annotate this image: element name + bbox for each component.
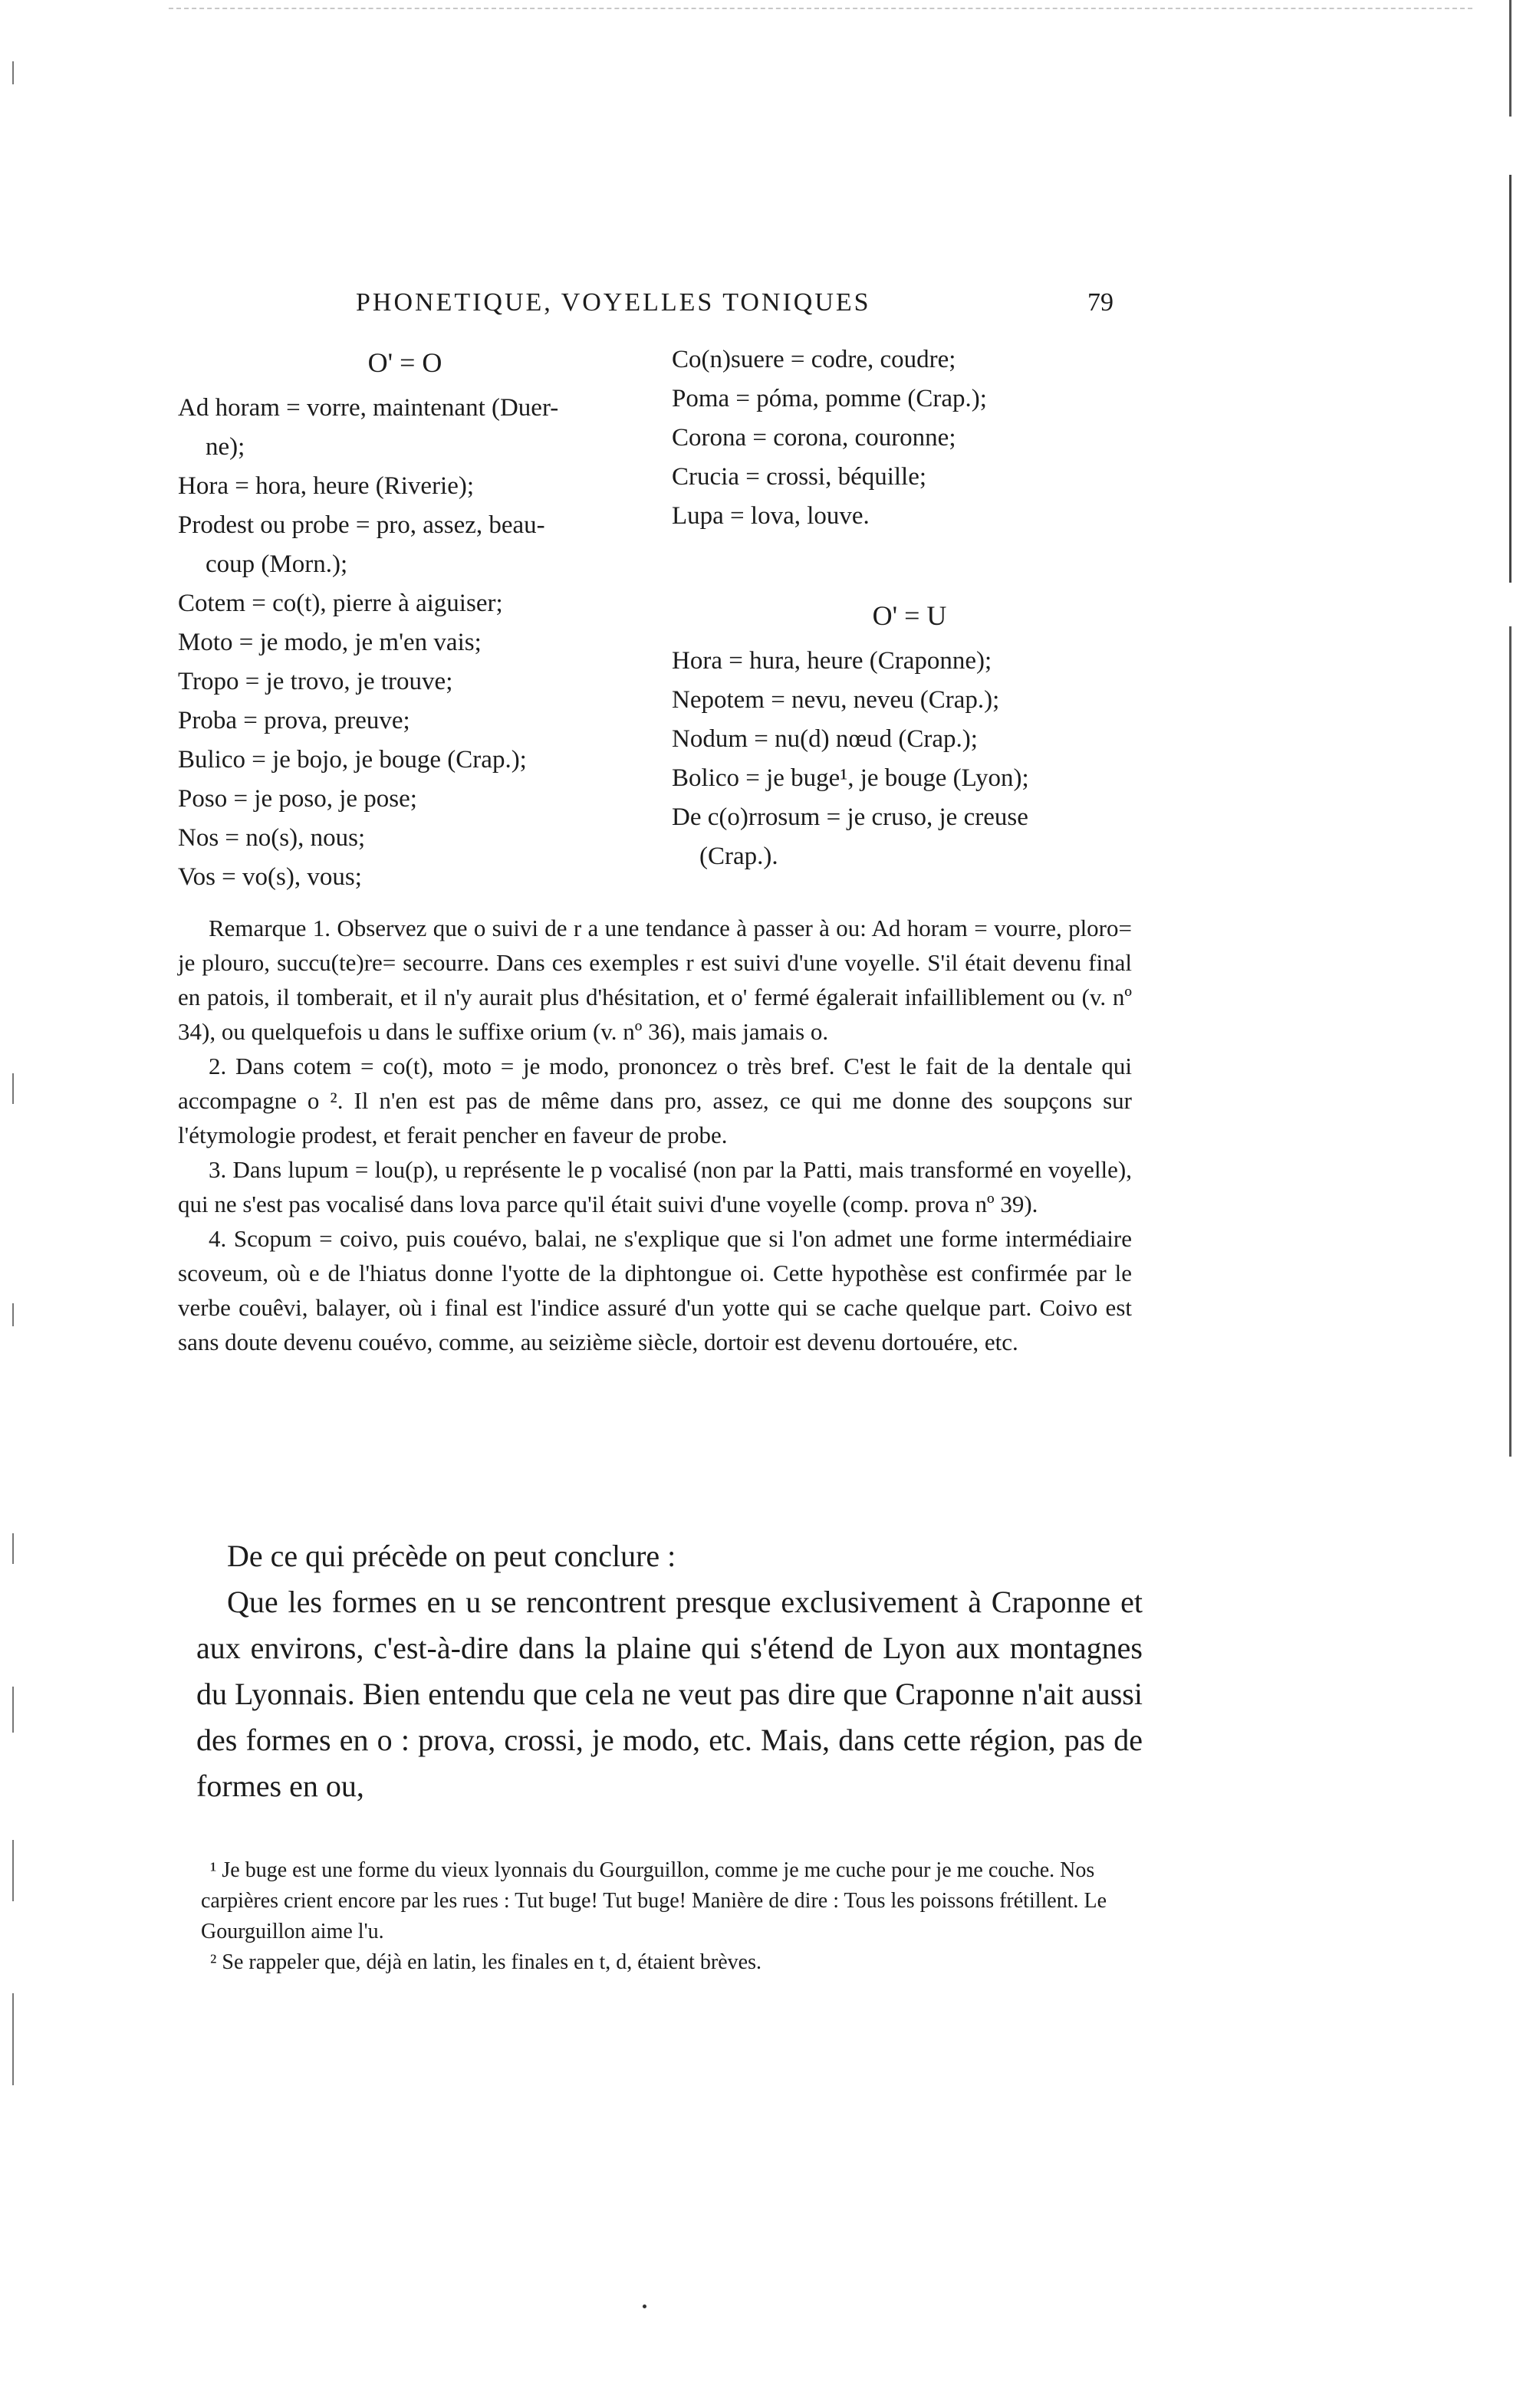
- section-heading-o-u: O' = U: [872, 600, 947, 631]
- remarks-section: [178, 911, 1132, 1359]
- entry-continuation: ne);: [206, 433, 245, 461]
- entry: Proba = prova, preuve;: [178, 707, 410, 734]
- entry: Nodum = nu(d) nœud (Crap.);: [672, 725, 978, 753]
- scan-edge-top: [169, 8, 1472, 9]
- entry: De c(o)rrosum = je cruso, je creuse: [672, 803, 1028, 831]
- footnote-2: ² Se rappeler que, déjà en latin, les finales en t, d, étaient brèves.: [210, 1950, 762, 1974]
- right-column-lower: [672, 596, 1147, 876]
- section-heading-o-o: O' = O: [367, 347, 442, 378]
- remark-paragraph: 4. Scopum = coivo, puis couévo, balai, ne s'explique que si l'on admet une forme intermédiaire scoveum, où e de l'hiatus donne l'yotte de la diphtongue oi. Cette hypothèse est confirmée par le verbe couêvi, balayer, où i final est l'indice assuré d'un yotte qui se cache quelque part. Coivo est sans doute devenu couévo, comme, au seizième siècle, dortoir est devenu dortouére, etc.: [178, 1225, 1132, 1355]
- ink-speck: [643, 2305, 646, 2308]
- entry: Cotem = co(t), pierre à aiguiser;: [178, 590, 503, 617]
- entry: Moto = je modo, je m'en vais;: [178, 629, 482, 656]
- conclusion-paragraph: Que les formes en u se rencontrent presque exclusivement à Craponne et aux environs, c'est-à-dire dans la plaine qui s'étend de Lyon aux montagnes du Lyonnais. Bien entendu que cela ne veut pas dire que Craponne n'ait aussi des formes en o : prova, crossi, je modo, etc. Mais, dans cette région, pas de formes en ou,: [196, 1585, 1143, 1803]
- remark-paragraph: Remarque 1. Observez que o suivi de r a une tendance à passer à ou: Ad horam = vourre, ploro= je plouro, succu(te)re= secourre. Dans ces exemples r est suivi d'une voyelle. S'il était devenu final en patois, il tomberait, et il n'y aurait plus d'hésitation, et o' fermé égalerait infailliblement ou (v. nº 34), ou quelquefois u dans le suffixe orium (v. nº 36), mais jamais o.: [178, 915, 1132, 1045]
- scan-edge-left: [12, 1303, 14, 1326]
- footnote-1: ¹ Je buge est une forme du vieux lyonnais du Gourguillon, comme je me cuche pour je me couche. Nos carpières crient encore par les rues : Tut buge! Tut buge! Manière de dire : Tous les poissons frétillent. Le Gourguillon aime l'u.: [201, 1858, 1107, 1943]
- entry-continuation: (Crap.).: [699, 843, 778, 870]
- scan-edge-left: [12, 1993, 14, 2085]
- entry: Ad horam = vorre, maintenant (Duer-: [178, 394, 559, 422]
- entry: Vos = vo(s), vous;: [178, 863, 362, 891]
- scan-edge-left: [12, 61, 14, 84]
- entry: Hora = hura, heure (Craponne);: [672, 647, 992, 675]
- entry: Tropo = je trovo, je trouve;: [178, 668, 453, 695]
- entry: Nos = no(s), nous;: [178, 824, 366, 852]
- scan-edge-left: [12, 1687, 14, 1733]
- conclusion-intro: De ce qui précède on peut conclure :: [227, 1539, 676, 1573]
- entry: Hora = hora, heure (Riverie);: [178, 472, 475, 500]
- remark-paragraph: 2. Dans cotem = co(t), moto = je modo, prononcez o très bref. C'est le fait de la dentale qui accompagne o ². Il n'en est pas de même dans pro, assez, ce qui me donne des soupçons sur l'étymologie prodest, et ferait pencher en faveur de probe.: [178, 1053, 1132, 1148]
- entry: Crucia = crossi, béquille;: [672, 463, 927, 491]
- entry: Poma = póma, pomme (Crap.);: [672, 385, 987, 412]
- page-number: 79: [1087, 288, 1113, 317]
- scan-edge-left: [12, 1840, 14, 1901]
- left-column: [178, 343, 632, 897]
- entry: Poso = je poso, je pose;: [178, 785, 417, 813]
- right-column: [672, 340, 1147, 536]
- entry: Co(n)suere = codre, coudre;: [672, 346, 956, 373]
- entry: Bolico = je buge¹, je bouge (Lyon);: [672, 764, 1029, 792]
- entry: Lupa = lova, louve.: [672, 502, 870, 530]
- scan-edge-left: [12, 1533, 14, 1564]
- entry: Corona = corona, couronne;: [672, 424, 956, 452]
- scan-edge-right: [1509, 0, 1511, 1457]
- conclusion-section: [196, 1533, 1143, 1809]
- entry: Nepotem = nevu, neveu (Crap.);: [672, 686, 1000, 714]
- remark-paragraph: 3. Dans lupum = lou(p), u représente le p vocalisé (non par la Patti, mais transformé en voyelle), qui ne s'est pas vocalisé dans lova parce qu'il était suivi d'une voyelle (comp. prova nº 39).: [178, 1156, 1132, 1217]
- running-header: PHONETIQUE, VOYELLES TONIQUES: [356, 288, 871, 317]
- footnotes: [201, 1855, 1152, 1978]
- scan-edge-left: [12, 1073, 14, 1104]
- entry: Bulico = je bojo, je bouge (Crap.);: [178, 746, 527, 774]
- entry-continuation: coup (Morn.);: [206, 550, 348, 578]
- entry: Prodest ou probe = pro, assez, beau-: [178, 511, 545, 539]
